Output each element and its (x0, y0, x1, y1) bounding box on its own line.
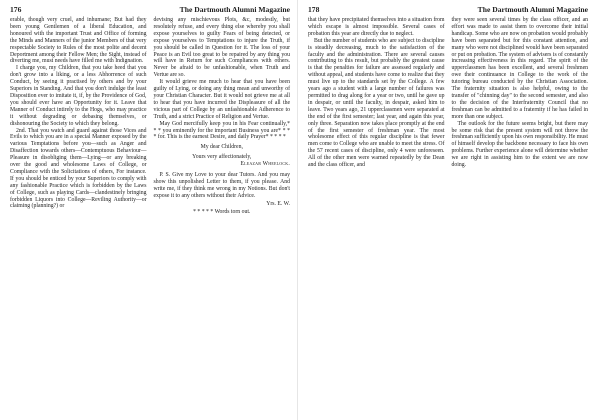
letter-salutation: My dear Children, (200, 144, 243, 151)
running-title-left: The Dartmouth Alumni Magazine (179, 5, 290, 14)
letter-closing: Yours very affectionately, (192, 154, 252, 161)
postscript: P. S. Give my Love to your dear Tutors. And you may show this unpolished Letter to them, if you please. And write me, if they think me wrong in my Notions. But don't expose it to any others without their Advice. (153, 172, 290, 199)
paragraph: The outlook for the future seems bright, but there may be some risk that the present system will not throw the freshman sufficiently upon his own responsibility. He must of himself develop the backbone necessary to face his own problems. Further experience alone will determine whether we are right in assisting him to the extent we are now doing. (451, 120, 588, 169)
paragraph: devising any mischievous Plots, &c, modestly, but resolutely refuse, and every thing else whereby you shall expose yourselves to guilty Fears of being detected, or expose yourselves to Temptations to injure the Truth, if you should be called in Question for it. The loss of your Peace is an Evil too great to be repaired by any thing you will have in Return for such Compliances with others. Never be afraid to be unfashionable, when Truth and Vertue are so. (153, 17, 290, 79)
paragraph: But the number of students who are subject to discipline is steadily decreasing, much to the satisfaction of the faculty and the administration. There are several causes contributing to this result, but probably the greatest cause is that the penalties for failure are assessed regularly and without appeal, and students have come to realize that they must live up to the standards set by the College. A few years ago a student with a large number of failures was permitted to drag along for a year or two, until he gave up in despair, or until the faculty, in despair, asked him to leave. Two years ago, 21 upperclassmen were separated at the end of the first semester; last year, and again this year, only three. Separation now takes place promptly at the end of the first semester of freshman year. The most wholesome effect of this regular discipline is that fewer men come to College who are unable to meet the stress. Of the 57 recent cases of discipline, only 4 were unforeseen. All of the other men were warned repeatedly by the Dean and the class officer, and (308, 37, 445, 169)
postscript-signature: Yrs. E. W. (266, 200, 290, 207)
paragraph: that they have precipitated themselves into a situation from which escape is almost impossible. Several cases of probation this year are directly due to neglect. (308, 17, 445, 37)
paragraph: I charge you, my Children, that you take heed that you don't grow into a liking, or a less Abhorrence of such Conduct, by seeing it practised by others and by your Superiors in Standing. And that you don't indulge the least Disposition ever to imitate it, if, by the Providence of God, you should ever have an Opportunity for it. Leave that Manner of Conduct intirely to the Hogs, who may practice it without degrading or debasing themselves, or dishonouring the Society to which they belong. (10, 65, 147, 127)
paragraph: May God mercifully keep you in his Fear continually,* * * you eminently for the important Business you are* * * * for. This is the earnest Desire, and daily Prayer* * * * * (153, 120, 290, 141)
right-column-2 (452, 17, 589, 169)
left-column-1 (10, 17, 147, 215)
right-page-header (308, 5, 588, 15)
right-page-columns (308, 17, 588, 169)
running-title-right: The Dartmouth Alumni Magazine (477, 5, 588, 14)
page-number-left: 176 (10, 5, 22, 14)
left-page-header (10, 5, 290, 15)
right-page (298, 0, 596, 420)
letter-signature: Eleazar Wheelock. (240, 161, 290, 168)
paragraph: 2nd. That you watch and guard against those Vices and Evils to which you are in a special Manner exposed by the various Temptations before you—such as Anger and Disaffection towards others—Contemptuous Behaviour—Pleasure in disobliging them—Lying—or any breaking over the good and wholesome Laws of College, or Compliance with the Solicitations of others, For instance. If you should be enticed by your Superiors to comply with any fashionable Practice which is forbidden by the Laws of College, such as playing Cards—clandestinely bringing forbidden Liquors into College—Reviling Authority—or claiming (planning?) or (10, 127, 147, 210)
left-page-columns (10, 17, 290, 215)
page-number-right: 178 (308, 5, 320, 14)
paragraph: erable, though very cruel, and inhumane; But had they been young Gentlemen of a liberal Education, and honoured with the important Trust and Office of forming the Minds and Manners of the junior Members of that very respectable Society to Rules of the most polite and decent Deportment among their Fellow Men; the Sight, instead of diverting me, must needs have filled me with Indignation. (10, 17, 147, 65)
paragraph: It would grieve me much to hear that you have been guilty of Lying, or doing any thing mean and unworthy of your Christian Character. But it would not grieve me at all to hear that you have incurred the Displeasure of all the vicious part of College by an unfashionable Adherence to Truth, and a strict Practice of Religion and Vertue. (153, 79, 290, 120)
left-column-2 (154, 17, 291, 215)
torn-note: * * * * * Words torn out. (193, 208, 251, 215)
paragraph: they were seen several times by the class officer, and an effort was made to assist them to overcome their initial handicap. Some who are now on probation would probably have been separated but for this constant attention, and many who were not disciplined would have been separated or put on probation. The system of advisers is of constantly increasing effectiveness in this regard. The spirit of the upperclassmen has been excellent, and several freshmen owe their continuance in College to the work of the tutoring bureau conducted by the Christian Association. The fraternity situation is also helpful, owing to the transfer of "chinning day" to the second semester, and also to the decision of the Interfraternity Council that no freshman can be admitted to a fraternity if he has failed in more than one subject. (451, 17, 588, 120)
right-column-1 (308, 17, 445, 169)
